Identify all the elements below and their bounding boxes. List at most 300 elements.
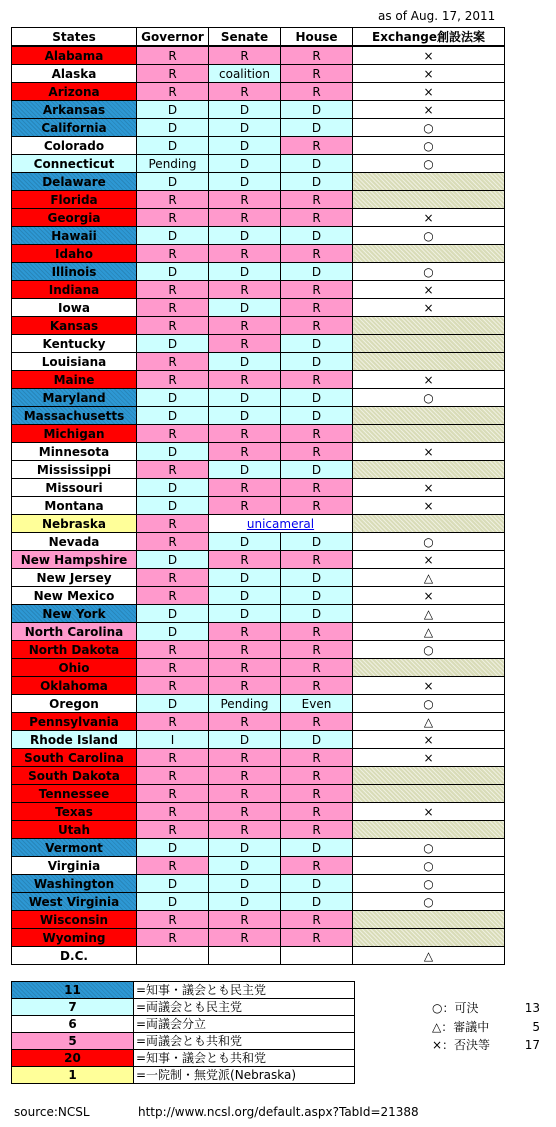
senate-cell: R (209, 191, 281, 209)
legend-description: =両議会分立 (134, 1016, 355, 1033)
governor-cell: R (137, 353, 209, 371)
legend-row (12, 1033, 355, 1050)
state-name: Minnesota (12, 443, 137, 461)
senate-cell: D (209, 569, 281, 587)
table-row (12, 209, 505, 227)
table-row (12, 119, 505, 137)
legend-description: =一院制・無党派(Nebraska) (134, 1067, 355, 1084)
vote-legend-count: 13 (524, 1001, 540, 1015)
house-cell: R (281, 209, 353, 227)
exchange-status-cell: ○ (353, 227, 505, 245)
legend-row (12, 1067, 355, 1084)
senate-cell: R (209, 821, 281, 839)
senate-cell: D (209, 119, 281, 137)
governor-cell: R (137, 713, 209, 731)
exchange-status-cell (353, 461, 505, 479)
house-cell: D (281, 731, 353, 749)
house-cell: D (281, 407, 353, 425)
exchange-status-cell: ○ (353, 389, 505, 407)
table-row (12, 389, 505, 407)
house-cell: D (281, 839, 353, 857)
senate-cell: R (209, 623, 281, 641)
house-cell: R (281, 803, 353, 821)
senate-cell: D (209, 605, 281, 623)
table-row (12, 875, 505, 893)
table-row (12, 191, 505, 209)
senate-cell: D (209, 227, 281, 245)
legend-count: 20 (12, 1050, 134, 1067)
house-cell: R (281, 641, 353, 659)
header-exchange-bill: Exchange創設法案 (353, 28, 505, 47)
exchange-status-cell: × (353, 371, 505, 389)
legend-description: =両議会とも共和党 (134, 1033, 355, 1050)
house-cell: R (281, 299, 353, 317)
exchange-status-cell: ○ (353, 263, 505, 281)
table-row (12, 137, 505, 155)
governor-cell: R (137, 461, 209, 479)
state-name: Florida (12, 191, 137, 209)
vote-legend-label: △：審議中 (432, 1020, 490, 1034)
table-row (12, 281, 505, 299)
governor-cell: D (137, 173, 209, 191)
exchange-status-cell: ○ (353, 839, 505, 857)
exchange-status-cell: ○ (353, 137, 505, 155)
state-control-table (11, 27, 505, 965)
table-row (12, 353, 505, 371)
governor-cell: D (137, 623, 209, 641)
governor-cell: R (137, 317, 209, 335)
exchange-status-cell (353, 515, 505, 533)
house-cell: R (281, 785, 353, 803)
state-name: Nevada (12, 533, 137, 551)
senate-cell: R (209, 425, 281, 443)
legend-row (12, 982, 355, 999)
house-cell: R (281, 821, 353, 839)
table-row (12, 785, 505, 803)
header-states: States (12, 28, 137, 47)
governor-cell: R (137, 46, 209, 65)
senate-cell: D (209, 839, 281, 857)
senate-cell: R (209, 371, 281, 389)
state-name: Arkansas (12, 101, 137, 119)
vote-legend-passed (432, 999, 540, 1016)
exchange-status-cell: ○ (353, 893, 505, 911)
governor-cell: D (137, 893, 209, 911)
table-row (12, 515, 505, 533)
senate-cell: D (209, 875, 281, 893)
house-cell: R (281, 281, 353, 299)
house-cell: R (281, 749, 353, 767)
exchange-status-cell: △ (353, 605, 505, 623)
exchange-status-cell (353, 407, 505, 425)
exchange-status-cell: △ (353, 623, 505, 641)
header-house: House (281, 28, 353, 47)
governor-cell: R (137, 209, 209, 227)
governor-cell: R (137, 587, 209, 605)
state-name: Michigan (12, 425, 137, 443)
state-name: Alabama (12, 46, 137, 65)
senate-cell: R (209, 641, 281, 659)
senate-cell: R (209, 785, 281, 803)
legend-count: 1 (12, 1067, 134, 1084)
governor-cell: R (137, 533, 209, 551)
senate-cell: R (209, 83, 281, 101)
house-cell: D (281, 173, 353, 191)
table-row (12, 317, 505, 335)
table-row (12, 659, 505, 677)
senate-cell: R (209, 677, 281, 695)
senate-cell: R (209, 245, 281, 263)
exchange-status-cell: ○ (353, 857, 505, 875)
state-name: Iowa (12, 299, 137, 317)
state-name: Indiana (12, 281, 137, 299)
source-url[interactable]: http://www.ncsl.org/default.aspx?TabId=21388 (138, 1105, 419, 1119)
exchange-status-cell: ○ (353, 641, 505, 659)
senate-cell: R (209, 749, 281, 767)
senate-cell: D (209, 137, 281, 155)
table-row (12, 857, 505, 875)
table-row (12, 65, 505, 83)
house-cell: D (281, 335, 353, 353)
header-senate: Senate (209, 28, 281, 47)
state-name: Delaware (12, 173, 137, 191)
exchange-status-cell: × (353, 65, 505, 83)
state-name: Arizona (12, 83, 137, 101)
legend-count: 11 (12, 982, 134, 999)
governor-cell: R (137, 569, 209, 587)
legend-count: 6 (12, 1016, 134, 1033)
exchange-status-cell: × (353, 479, 505, 497)
governor-cell: D (137, 443, 209, 461)
house-cell: R (281, 137, 353, 155)
exchange-status-cell: × (353, 803, 505, 821)
senate-cell: R (209, 551, 281, 569)
state-name: South Dakota (12, 767, 137, 785)
house-cell: R (281, 191, 353, 209)
senate-cell: D (209, 533, 281, 551)
senate-cell: D (209, 263, 281, 281)
table-row (12, 299, 505, 317)
legend-description: =両議会とも民主党 (134, 999, 355, 1016)
house-cell: D (281, 389, 353, 407)
governor-cell (137, 947, 209, 965)
exchange-status-cell (353, 191, 505, 209)
exchange-status-cell (353, 785, 505, 803)
exchange-status-cell (353, 767, 505, 785)
table-row (12, 443, 505, 461)
governor-cell: R (137, 911, 209, 929)
exchange-status-cell: × (353, 299, 505, 317)
senate-cell: R (209, 911, 281, 929)
state-name: North Carolina (12, 623, 137, 641)
state-name: Rhode Island (12, 731, 137, 749)
senate-cell: D (209, 587, 281, 605)
unicameral-link[interactable]: unicameral (246, 516, 315, 531)
governor-cell: R (137, 803, 209, 821)
senate-cell: R (209, 659, 281, 677)
state-name: Ohio (12, 659, 137, 677)
vote-legend-label: ○：可決 (432, 1001, 479, 1015)
exchange-status-cell: × (353, 209, 505, 227)
house-cell: R (281, 659, 353, 677)
table-row (12, 695, 505, 713)
governor-cell: R (137, 677, 209, 695)
table-row (12, 911, 505, 929)
table-row (12, 929, 505, 947)
exchange-status-cell: ○ (353, 155, 505, 173)
exchange-status-cell: ○ (353, 695, 505, 713)
table-row (12, 83, 505, 101)
state-name: New Hampshire (12, 551, 137, 569)
house-cell: R (281, 317, 353, 335)
table-row (12, 947, 505, 965)
governor-cell: R (137, 299, 209, 317)
exchange-status-cell: × (353, 731, 505, 749)
house-cell: R (281, 551, 353, 569)
governor-cell: D (137, 497, 209, 515)
table-row (12, 155, 505, 173)
state-name: South Carolina (12, 749, 137, 767)
governor-cell: R (137, 929, 209, 947)
exchange-status-cell: △ (353, 713, 505, 731)
governor-cell: R (137, 659, 209, 677)
house-cell: D (281, 263, 353, 281)
senate-cell: R (209, 317, 281, 335)
exchange-status-cell: ○ (353, 875, 505, 893)
state-name: Oregon (12, 695, 137, 713)
state-name: Mississippi (12, 461, 137, 479)
legend-body (12, 982, 355, 1084)
governor-cell: R (137, 245, 209, 263)
exchange-status-cell: × (353, 677, 505, 695)
house-cell: R (281, 713, 353, 731)
senate-cell (209, 947, 281, 965)
state-name: Massachusetts (12, 407, 137, 425)
table-row (12, 641, 505, 659)
house-cell: R (281, 767, 353, 785)
exchange-status-cell: × (353, 83, 505, 101)
table-row (12, 821, 505, 839)
senate-cell: D (209, 101, 281, 119)
state-name: Idaho (12, 245, 137, 263)
legend-count: 7 (12, 999, 134, 1016)
house-cell: R (281, 371, 353, 389)
governor-cell: D (137, 389, 209, 407)
header-governor: Governor (137, 28, 209, 47)
governor-cell: R (137, 281, 209, 299)
table-row (12, 533, 505, 551)
state-name: Pennsylvania (12, 713, 137, 731)
table-row (12, 587, 505, 605)
exchange-status-cell: △ (353, 947, 505, 965)
house-cell: R (281, 623, 353, 641)
house-cell: R (281, 911, 353, 929)
exchange-status-cell (353, 173, 505, 191)
governor-cell: D (137, 119, 209, 137)
governor-cell: R (137, 425, 209, 443)
table-row (12, 767, 505, 785)
house-cell: D (281, 587, 353, 605)
state-name: Texas (12, 803, 137, 821)
vote-legend-pending (432, 1018, 540, 1035)
state-name: Illinois (12, 263, 137, 281)
governor-cell: D (137, 101, 209, 119)
state-name: Nebraska (12, 515, 137, 533)
legend-row (12, 1016, 355, 1033)
governor-cell: R (137, 767, 209, 785)
exchange-status-cell: × (353, 281, 505, 299)
house-cell: D (281, 893, 353, 911)
house-cell: D (281, 101, 353, 119)
state-name: Connecticut (12, 155, 137, 173)
senate-cell: D (209, 407, 281, 425)
legend-count: 5 (12, 1033, 134, 1050)
state-name: Kansas (12, 317, 137, 335)
table-row (12, 173, 505, 191)
exchange-status-cell: ○ (353, 119, 505, 137)
state-name: New York (12, 605, 137, 623)
state-name: New Jersey (12, 569, 137, 587)
senate-cell: D (209, 299, 281, 317)
table-row (12, 551, 505, 569)
house-cell: D (281, 353, 353, 371)
vote-legend-rejected (432, 1036, 540, 1053)
exchange-status-cell: × (353, 497, 505, 515)
senate-cell: D (209, 353, 281, 371)
table-row (12, 569, 505, 587)
senate-cell: D (209, 389, 281, 407)
senate-cell: R (209, 443, 281, 461)
governor-cell: D (137, 227, 209, 245)
governor-cell: Pending (137, 155, 209, 173)
party-legend (11, 981, 355, 1084)
governor-cell: D (137, 551, 209, 569)
state-name: Maryland (12, 389, 137, 407)
state-name: West Virginia (12, 893, 137, 911)
senate-cell: D (209, 173, 281, 191)
house-cell: R (281, 46, 353, 65)
legend-description: =知事・議会とも共和党 (134, 1050, 355, 1067)
house-cell: D (281, 569, 353, 587)
as-of-date: as of Aug. 17, 2011 (378, 9, 496, 23)
senate-cell: coalition (209, 65, 281, 83)
table-row (12, 623, 505, 641)
house-cell: D (281, 461, 353, 479)
senate-cell: D (209, 893, 281, 911)
vote-legend-count: 5 (532, 1020, 540, 1034)
state-name: Kentucky (12, 335, 137, 353)
senate-cell: R (209, 803, 281, 821)
governor-cell: R (137, 749, 209, 767)
house-cell: D (281, 155, 353, 173)
house-cell: R (281, 677, 353, 695)
house-cell: R (281, 497, 353, 515)
state-name: North Dakota (12, 641, 137, 659)
governor-cell: R (137, 65, 209, 83)
house-cell: D (281, 227, 353, 245)
table-row (12, 371, 505, 389)
governor-cell: D (137, 839, 209, 857)
state-name: Wyoming (12, 929, 137, 947)
governor-cell: D (137, 479, 209, 497)
table-row (12, 263, 505, 281)
exchange-status-cell (353, 353, 505, 371)
exchange-status-cell (353, 911, 505, 929)
house-cell: D (281, 533, 353, 551)
state-name: Washington (12, 875, 137, 893)
table-row (12, 46, 505, 65)
state-name: Maine (12, 371, 137, 389)
house-cell: R (281, 83, 353, 101)
table-row (12, 407, 505, 425)
state-name: Louisiana (12, 353, 137, 371)
vote-legend-label: ×：否決等 (432, 1038, 491, 1052)
state-name: Oklahoma (12, 677, 137, 695)
governor-cell: D (137, 407, 209, 425)
table-row (12, 101, 505, 119)
house-cell: R (281, 857, 353, 875)
governor-cell: D (137, 335, 209, 353)
table-row (12, 731, 505, 749)
senate-cell: Pending (209, 695, 281, 713)
state-name: Vermont (12, 839, 137, 857)
governor-cell: R (137, 191, 209, 209)
house-cell: Even (281, 695, 353, 713)
exchange-status-cell (353, 659, 505, 677)
unicameral-cell (209, 515, 353, 533)
governor-cell: D (137, 137, 209, 155)
table-row (12, 227, 505, 245)
house-cell: R (281, 443, 353, 461)
legend-row (12, 999, 355, 1016)
governor-cell: D (137, 605, 209, 623)
exchange-status-cell: ○ (353, 533, 505, 551)
state-name: Utah (12, 821, 137, 839)
state-name: Hawaii (12, 227, 137, 245)
state-name: Georgia (12, 209, 137, 227)
senate-cell: D (209, 731, 281, 749)
governor-cell: R (137, 83, 209, 101)
governor-cell: D (137, 263, 209, 281)
table-row (12, 803, 505, 821)
house-cell: D (281, 875, 353, 893)
state-name: New Mexico (12, 587, 137, 605)
governor-cell: R (137, 857, 209, 875)
table-row (12, 893, 505, 911)
governor-cell: I (137, 731, 209, 749)
exchange-status-cell (353, 425, 505, 443)
senate-cell: R (209, 335, 281, 353)
senate-cell: R (209, 767, 281, 785)
exchange-status-cell (353, 335, 505, 353)
senate-cell: R (209, 713, 281, 731)
senate-cell: D (209, 155, 281, 173)
table-row (12, 605, 505, 623)
state-name: D.C. (12, 947, 137, 965)
vote-legend-count: 17 (524, 1038, 540, 1052)
table-row (12, 425, 505, 443)
table-row (12, 245, 505, 263)
governor-cell: D (137, 875, 209, 893)
state-name: Missouri (12, 479, 137, 497)
governor-cell: D (137, 695, 209, 713)
senate-cell: R (209, 281, 281, 299)
house-cell: R (281, 929, 353, 947)
table-row (12, 713, 505, 731)
exchange-status-cell: × (353, 101, 505, 119)
state-name: Virginia (12, 857, 137, 875)
legend-row (12, 1050, 355, 1067)
